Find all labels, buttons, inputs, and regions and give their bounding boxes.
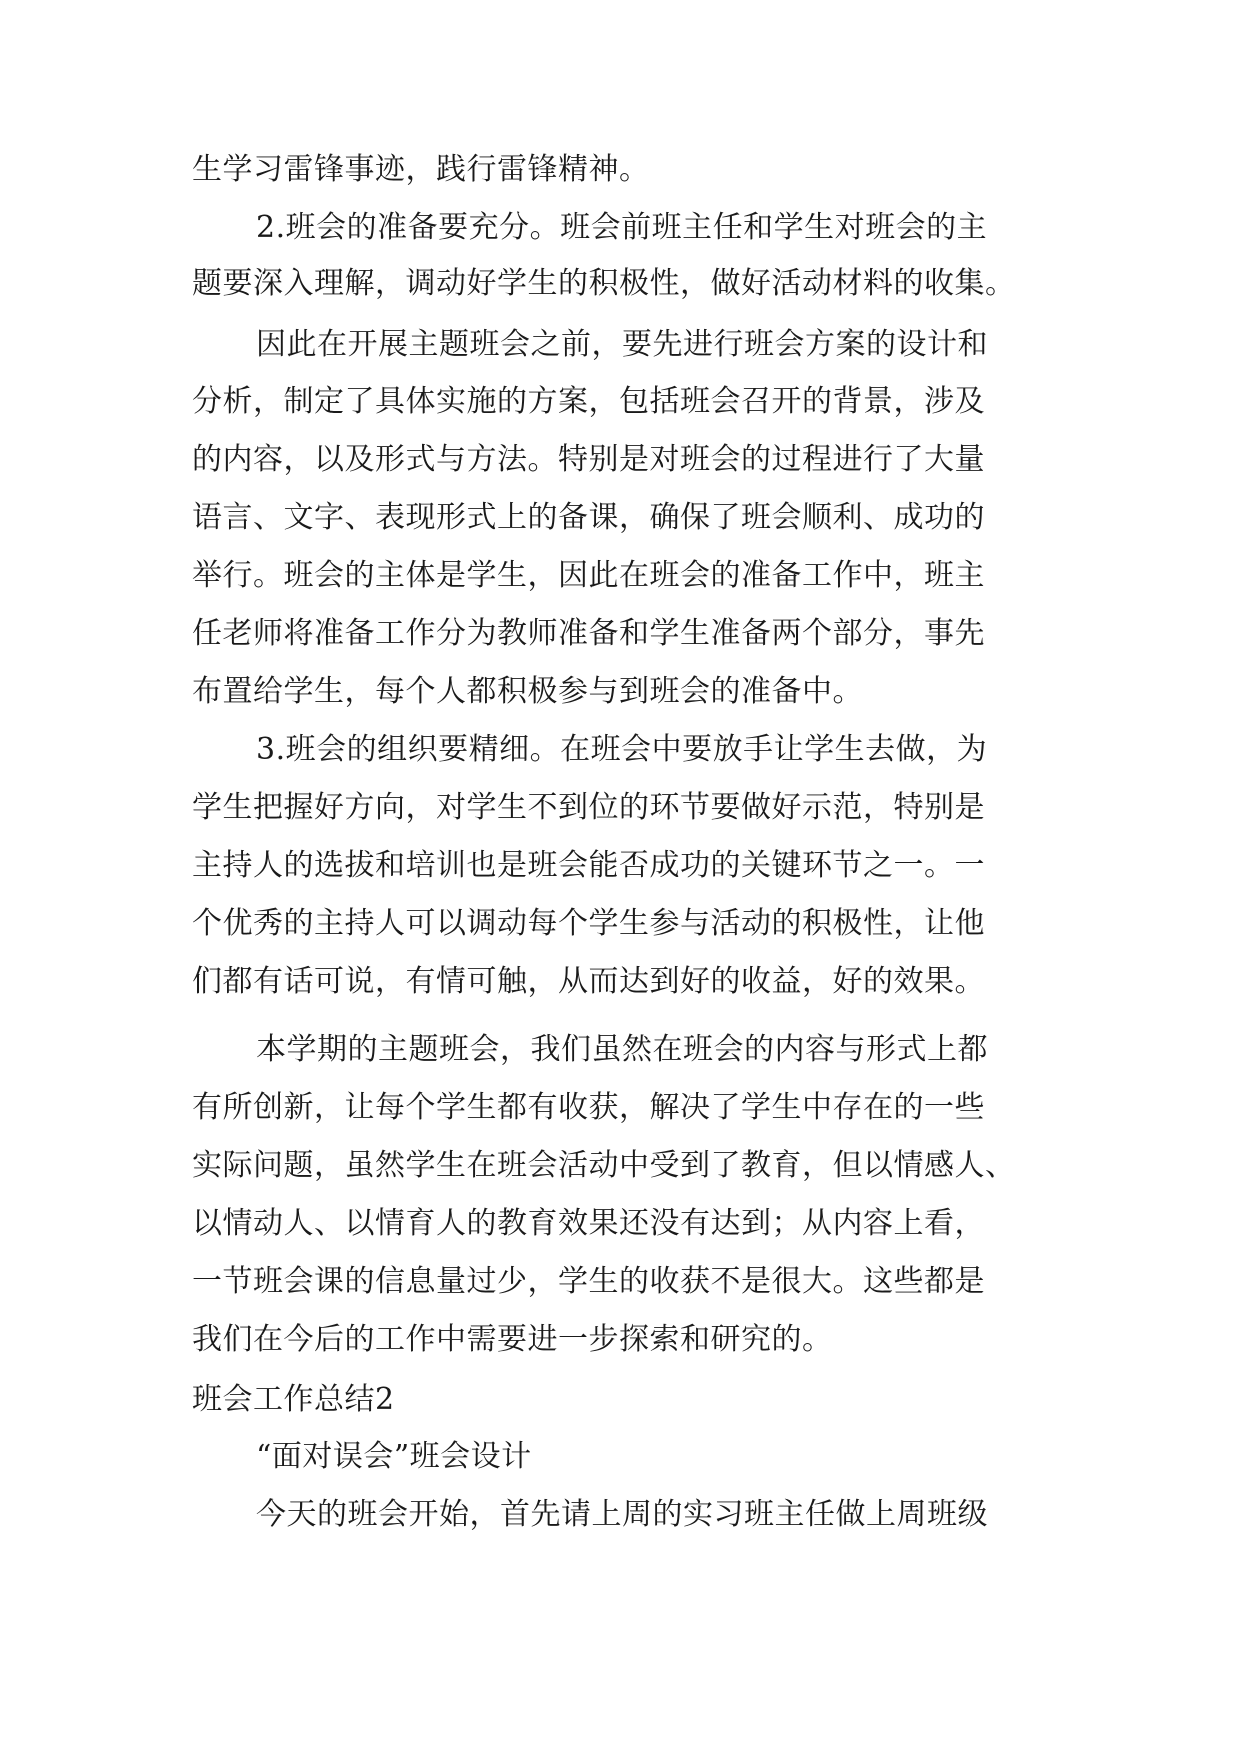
text-line: 举行。班会的主体是学生，因此在班会的准备工作中，班主 — [192, 558, 985, 593]
text-line: 本学期的主题班会，我们虽然在班会的内容与形式上都 — [256, 1032, 988, 1067]
text-line: 生学习雷锋事迹，践行雷锋精神。 — [192, 152, 650, 187]
text-line: 们都有话可说，有情可触，从而达到好的收益，好的效果。 — [192, 964, 985, 999]
text-line: 3.班会的组织要精细。在班会中要放手让学生去做，为 — [256, 732, 988, 767]
text-line: 因此在开展主题班会之前，要先进行班会方案的设计和 — [256, 327, 988, 362]
text-line: 的内容，以及形式与方法。特别是对班会的过程进行了大量 — [192, 442, 985, 477]
text-line: 学生把握好方向，对学生不到位的环节要做好示范，特别是 — [192, 790, 985, 825]
text-line: 我们在今后的工作中需要进一步探索和研究的。 — [192, 1322, 833, 1357]
text-line: 个优秀的主持人可以调动每个学生参与活动的积极性，让他 — [192, 906, 985, 941]
text-line: 有所创新，让每个学生都有收获，解决了学生中存在的一些 — [192, 1090, 985, 1125]
section-heading: 班会工作总结2 — [192, 1382, 395, 1417]
subsection-title: “面对误会”班会设计 — [256, 1439, 532, 1474]
text-line: 语言、文字、表现形式上的备课，确保了班会顺利、成功的 — [192, 500, 985, 535]
text-line: 任老师将准备工作分为教师准备和学生准备两个部分，事先 — [192, 616, 985, 651]
text-line: 2.班会的准备要充分。班会前班主任和学生对班会的主 — [256, 210, 988, 245]
text-line: 今天的班会开始，首先请上周的实习班主任做上周班级 — [256, 1497, 988, 1532]
text-line: 实际问题，虽然学生在班会活动中受到了教育，但以情感人、 — [192, 1148, 1016, 1183]
text-line: 一节班会课的信息量过少，学生的收获不是很大。这些都是 — [192, 1264, 985, 1299]
text-line: 主持人的选拔和培训也是班会能否成功的关键环节之一。一 — [192, 848, 985, 883]
text-line: 分析，制定了具体实施的方案，包括班会召开的背景，涉及 — [192, 384, 985, 419]
text-line: 布置给学生，每个人都积极参与到班会的准备中。 — [192, 674, 863, 709]
text-line: 题要深入理解，调动好学生的积极性，做好活动材料的收集。 — [192, 266, 1016, 301]
text-line: 以情动人、以情育人的教育效果还没有达到；从内容上看， — [192, 1206, 985, 1241]
